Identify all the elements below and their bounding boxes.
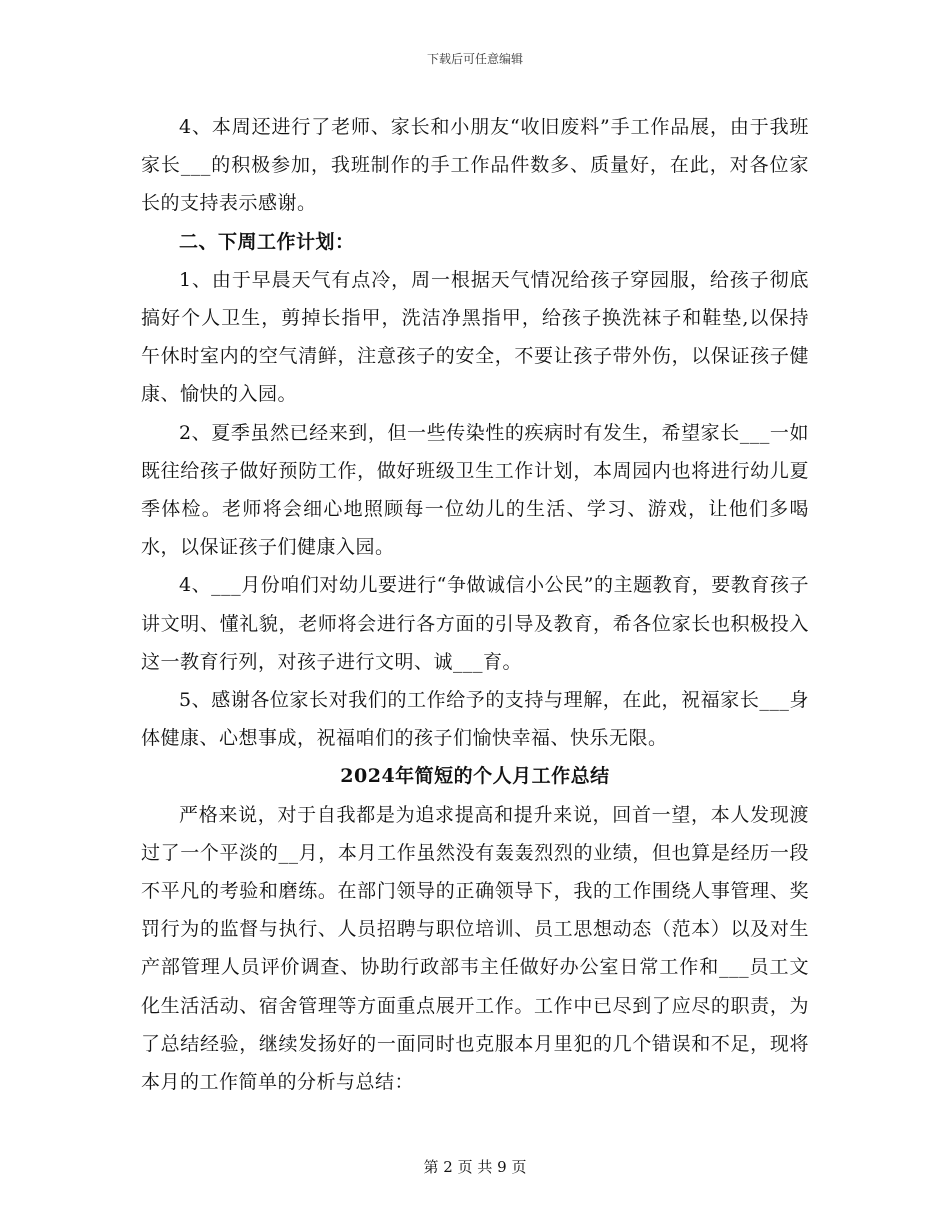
page-header-note: 下载后可任意编辑	[426, 52, 523, 66]
paragraph-plan-item-1: 1、由于早晨天气有点冷，周一根据天气情况给孩子穿园服，给孩子彻底搞好个人卫生，剪掉长指甲，洗洁净黑指甲，给孩子换洗袜子和鞋垫,以保持午休时室内的空气清鲜，注意孩子的安全，不要让孩子带外伤，以保证孩子健康、愉快的入园。	[141, 268, 809, 406]
document-body	[141, 108, 809, 1101]
document-title: 2024年简短的个人月工作总结	[340, 765, 610, 788]
page-number-footer: 第 2 页 共 9 页	[423, 1158, 527, 1176]
paragraph-plan-item-5: 5、感谢各位家长对我们的工作给予的支持与理解，在此，祝福家长___身体健康、心想事成，祝福咱们的孩子们愉快幸福、快乐无限。	[141, 689, 809, 750]
paragraph-plan-item-2: 2、夏季虽然已经来到，但一些传染性的疾病时有发生，希望家长___一如既往给孩子做好预防工作，做好班级卫生工作计划，本周园内也将进行幼儿夏季体检。老师将会细心地照顾每一位幼儿的生活、学习、游戏，让他们多喝水，以保证孩子们健康入园。	[141, 421, 809, 559]
paragraph-plan-item-4: 4、___月份咱们对幼儿要进行“争做诚信小公民”的主题教育，要教育孩子讲文明、懂礼貌，老师将会进行各方面的引导及教育，希各位家长也积极投入这一教育行列，对孩子进行文明、诚___育。	[141, 574, 809, 673]
paragraph-handicraft-exhibition: 4、本周还进行了老师、家长和小朋友“收旧废料”手工作品展，由于我班家长___的积极参加，我班制作的手工作品件数多、质量好，在此，对各位家长的支持表示感谢。	[141, 116, 809, 215]
paragraph-monthly-summary: 严格来说，对于自我都是为追求提高和提升来说，回首一望，本人发现渡过了一个平淡的__月，本月工作虽然没有轰轰烈烈的业绩，但也算是经历一段不平凡的考验和磨练。在部门领导的正确领导下，我的工作围绕人事管理、奖罚行为的监督与执行、人员招聘与职位培训、员工思想动态（范本）以及对生产部管理人员评价调查、协助行政部韦主任做好办公室日常工作和___员工文化生活活动、宿舍管理等方面重点展开工作。工作中已尽到了应尽的职责，为了总结经验，继续发扬好的一面同时也克服本月里犯的几个错误和不足，现将本月的工作简单的分析与总结：	[141, 803, 809, 1094]
section-heading-next-week-plan: 二、下周工作计划：	[179, 230, 355, 253]
